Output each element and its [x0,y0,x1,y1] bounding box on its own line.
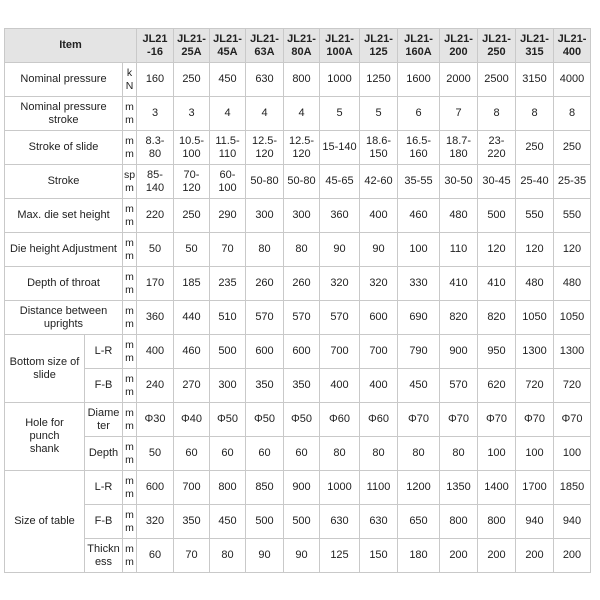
value-cell: 410 [478,267,516,301]
value-cell: 80 [398,437,440,471]
value-cell: 450 [398,369,440,403]
item-header: Item [5,29,137,63]
model-header-cell: JL21- 45A [210,29,246,63]
table-row [5,403,591,437]
value-cell: Φ70 [516,403,554,437]
value-cell: Φ50 [284,403,320,437]
value-cell: 400 [137,335,174,369]
unit-cell: m m [123,437,137,471]
value-cell: 450 [210,505,246,539]
value-cell: 18.7- 180 [440,131,478,165]
table-row [5,471,591,505]
value-cell: 30-50 [440,165,478,199]
table-row [5,267,591,301]
row-label: Die height Adjustment [5,233,123,267]
value-cell: 630 [246,63,284,97]
value-cell: 30-45 [478,165,516,199]
value-cell: 1050 [554,301,591,335]
value-cell: 250 [516,131,554,165]
value-cell: 820 [478,301,516,335]
value-cell: 1350 [440,471,478,505]
table-row [5,165,591,199]
value-cell: 1200 [398,471,440,505]
value-cell: 720 [554,369,591,403]
value-cell: Φ60 [320,403,360,437]
value-cell: 700 [174,471,210,505]
unit-cell: m m [123,403,137,437]
value-cell: 400 [360,199,398,233]
value-cell: 85- 140 [137,165,174,199]
value-cell: 570 [284,301,320,335]
model-header-cell: JL21- 200 [440,29,478,63]
subrow-label: L-R [85,335,123,369]
value-cell: 200 [478,539,516,573]
unit-cell: m m [123,471,137,505]
unit-cell: m m [123,233,137,267]
value-cell: 260 [284,267,320,301]
value-cell: 690 [398,301,440,335]
value-cell: 50 [137,233,174,267]
value-cell: 90 [246,539,284,573]
value-cell: 8 [478,97,516,131]
value-cell: 70- 120 [174,165,210,199]
value-cell: 100 [398,233,440,267]
model-header-cell: JL21- 25A [174,29,210,63]
value-cell: 1300 [554,335,591,369]
value-cell: 185 [174,267,210,301]
value-cell: 60 [284,437,320,471]
value-cell: 200 [440,539,478,573]
value-cell: 90 [320,233,360,267]
value-cell: 950 [478,335,516,369]
value-cell: 120 [554,233,591,267]
value-cell: 60 [246,437,284,471]
value-cell: 80 [210,539,246,573]
model-header-cell: JL21- 80A [284,29,320,63]
value-cell: 300 [210,369,246,403]
value-cell: 80 [440,437,478,471]
value-cell: 650 [398,505,440,539]
value-cell: 12.5- 120 [246,131,284,165]
value-cell: Φ70 [478,403,516,437]
value-cell: Φ60 [360,403,398,437]
value-cell: 45-65 [320,165,360,199]
value-cell: 550 [516,199,554,233]
value-cell: 3 [174,97,210,131]
value-cell: 600 [284,335,320,369]
value-cell: 100 [478,437,516,471]
value-cell: 110 [440,233,478,267]
value-cell: 80 [246,233,284,267]
row-label: Nominal pressure stroke [5,97,123,131]
row-label: Stroke of slide [5,131,123,165]
value-cell: 600 [246,335,284,369]
unit-cell: m m [123,505,137,539]
value-cell: 350 [284,369,320,403]
spec-table-body [5,63,591,573]
value-cell: 900 [284,471,320,505]
value-cell: 500 [284,505,320,539]
value-cell: 800 [284,63,320,97]
table-row [5,233,591,267]
value-cell: 320 [320,267,360,301]
unit-cell: m m [123,267,137,301]
value-cell: 350 [246,369,284,403]
value-cell: 180 [398,539,440,573]
model-header-cell: JL21- 100A [320,29,360,63]
value-cell: 1700 [516,471,554,505]
subrow-label: F-B [85,505,123,539]
value-cell: 80 [284,233,320,267]
value-cell: 410 [440,267,478,301]
value-cell: 350 [174,505,210,539]
value-cell: 90 [360,233,398,267]
value-cell: 1600 [398,63,440,97]
value-cell: 900 [440,335,478,369]
value-cell: 360 [320,199,360,233]
value-cell: 18.6- 150 [360,131,398,165]
value-cell: 60- 100 [210,165,246,199]
value-cell: 11.5- 110 [210,131,246,165]
value-cell: 6 [398,97,440,131]
value-cell: 1050 [516,301,554,335]
value-cell: 16.5- 160 [398,131,440,165]
table-row [5,539,591,573]
value-cell: 150 [360,539,398,573]
model-header-cell: JL21- 250 [478,29,516,63]
group-label: Bottom size of slide [5,335,85,403]
value-cell: 125 [320,539,360,573]
model-header-cell: JL21- 160A [398,29,440,63]
value-cell: 2000 [440,63,478,97]
value-cell: 160 [137,63,174,97]
value-cell: 510 [210,301,246,335]
value-cell: 600 [137,471,174,505]
value-cell: 35-55 [398,165,440,199]
unit-cell: m m [123,369,137,403]
value-cell: 940 [554,505,591,539]
value-cell: 60 [137,539,174,573]
model-header-cell: JL21 -16 [137,29,174,63]
model-header-cell: JL21- 400 [554,29,591,63]
table-row [5,301,591,335]
value-cell: 1250 [360,63,398,97]
value-cell: 630 [360,505,398,539]
value-cell: 23- 220 [478,131,516,165]
value-cell: 8 [516,97,554,131]
table-row [5,97,591,131]
value-cell: 320 [360,267,398,301]
value-cell: 25-35 [554,165,591,199]
value-cell: 5 [320,97,360,131]
value-cell: 1000 [320,63,360,97]
value-cell: 400 [360,369,398,403]
table-row [5,437,591,471]
value-cell: 620 [478,369,516,403]
value-cell: 1100 [360,471,398,505]
table-row [5,335,591,369]
value-cell: 700 [320,335,360,369]
value-cell: 820 [440,301,478,335]
value-cell: 850 [246,471,284,505]
unit-cell: m m [123,97,137,131]
value-cell: 700 [360,335,398,369]
value-cell: 570 [246,301,284,335]
value-cell: 5 [360,97,398,131]
value-cell: 500 [210,335,246,369]
value-cell: 460 [174,335,210,369]
subrow-label: Depth [85,437,123,471]
value-cell: 800 [210,471,246,505]
value-cell: 250 [174,199,210,233]
value-cell: 570 [320,301,360,335]
value-cell: 10.5- 100 [174,131,210,165]
value-cell: 480 [516,267,554,301]
value-cell: 2500 [478,63,516,97]
value-cell: 220 [137,199,174,233]
value-cell: Φ50 [210,403,246,437]
value-cell: 240 [137,369,174,403]
value-cell: 120 [516,233,554,267]
value-cell: 15-140 [320,131,360,165]
value-cell: 3150 [516,63,554,97]
value-cell: 100 [554,437,591,471]
value-cell: 25-40 [516,165,554,199]
model-header-cell: JL21- 315 [516,29,554,63]
value-cell: 235 [210,267,246,301]
value-cell: 270 [174,369,210,403]
header-row [5,29,591,63]
row-label: Nominal pressure [5,63,123,97]
unit-cell: sp m [123,165,137,199]
value-cell: 250 [174,63,210,97]
table-row [5,63,591,97]
value-cell: 200 [516,539,554,573]
value-cell: 500 [246,505,284,539]
value-cell: 940 [516,505,554,539]
press-specification-table [4,28,591,573]
value-cell: 60 [174,437,210,471]
value-cell: 250 [554,131,591,165]
value-cell: Φ40 [174,403,210,437]
value-cell: 480 [554,267,591,301]
row-label: Distance between uprights [5,301,123,335]
subrow-label: F-B [85,369,123,403]
value-cell: 100 [516,437,554,471]
row-label: Stroke [5,165,123,199]
value-cell: 80 [360,437,398,471]
table-row [5,199,591,233]
value-cell: 500 [478,199,516,233]
subrow-label: Diame ter [85,403,123,437]
unit-cell: m m [123,199,137,233]
value-cell: Φ30 [137,403,174,437]
group-label: Hole for punch shank [5,403,85,471]
value-cell: 290 [210,199,246,233]
value-cell: 50 [137,437,174,471]
value-cell: 480 [440,199,478,233]
value-cell: 800 [440,505,478,539]
value-cell: 12.5- 120 [284,131,320,165]
value-cell: 450 [210,63,246,97]
unit-cell: m m [123,539,137,573]
value-cell: 260 [246,267,284,301]
value-cell: 360 [137,301,174,335]
table-row [5,505,591,539]
value-cell: 60 [210,437,246,471]
value-cell: 50-80 [246,165,284,199]
value-cell: 300 [246,199,284,233]
value-cell: 4 [210,97,246,131]
group-label: Size of table [5,471,85,573]
value-cell: 720 [516,369,554,403]
value-cell: 320 [137,505,174,539]
value-cell: 200 [554,539,591,573]
value-cell: 790 [398,335,440,369]
unit-cell: m m [123,131,137,165]
value-cell: Φ70 [398,403,440,437]
model-header-cell: JL21- 125 [360,29,398,63]
value-cell: 1850 [554,471,591,505]
value-cell: 80 [320,437,360,471]
value-cell: 70 [174,539,210,573]
table-row [5,369,591,403]
value-cell: 8 [554,97,591,131]
row-label: Max. die set height [5,199,123,233]
value-cell: 120 [478,233,516,267]
row-label: Depth of throat [5,267,123,301]
spec-table-container [4,28,591,573]
value-cell: 630 [320,505,360,539]
value-cell: 4000 [554,63,591,97]
value-cell: 50-80 [284,165,320,199]
value-cell: 330 [398,267,440,301]
unit-cell: m m [123,335,137,369]
value-cell: 570 [440,369,478,403]
value-cell: 1000 [320,471,360,505]
value-cell: Φ50 [246,403,284,437]
value-cell: Φ70 [554,403,591,437]
value-cell: 8.3- 80 [137,131,174,165]
value-cell: 3 [137,97,174,131]
subrow-label: Thickn ess [85,539,123,573]
value-cell: 170 [137,267,174,301]
value-cell: 300 [284,199,320,233]
value-cell: 7 [440,97,478,131]
model-header-cell: JL21- 63A [246,29,284,63]
value-cell: 800 [478,505,516,539]
value-cell: 1300 [516,335,554,369]
value-cell: 70 [210,233,246,267]
value-cell: 4 [284,97,320,131]
value-cell: 42-60 [360,165,398,199]
value-cell: 90 [284,539,320,573]
value-cell: 440 [174,301,210,335]
value-cell: 4 [246,97,284,131]
value-cell: 600 [360,301,398,335]
value-cell: 550 [554,199,591,233]
value-cell: 1400 [478,471,516,505]
value-cell: 400 [320,369,360,403]
value-cell: 50 [174,233,210,267]
unit-cell: m m [123,301,137,335]
value-cell: 460 [398,199,440,233]
table-row [5,131,591,165]
subrow-label: L-R [85,471,123,505]
unit-cell: k N [123,63,137,97]
value-cell: Φ70 [440,403,478,437]
